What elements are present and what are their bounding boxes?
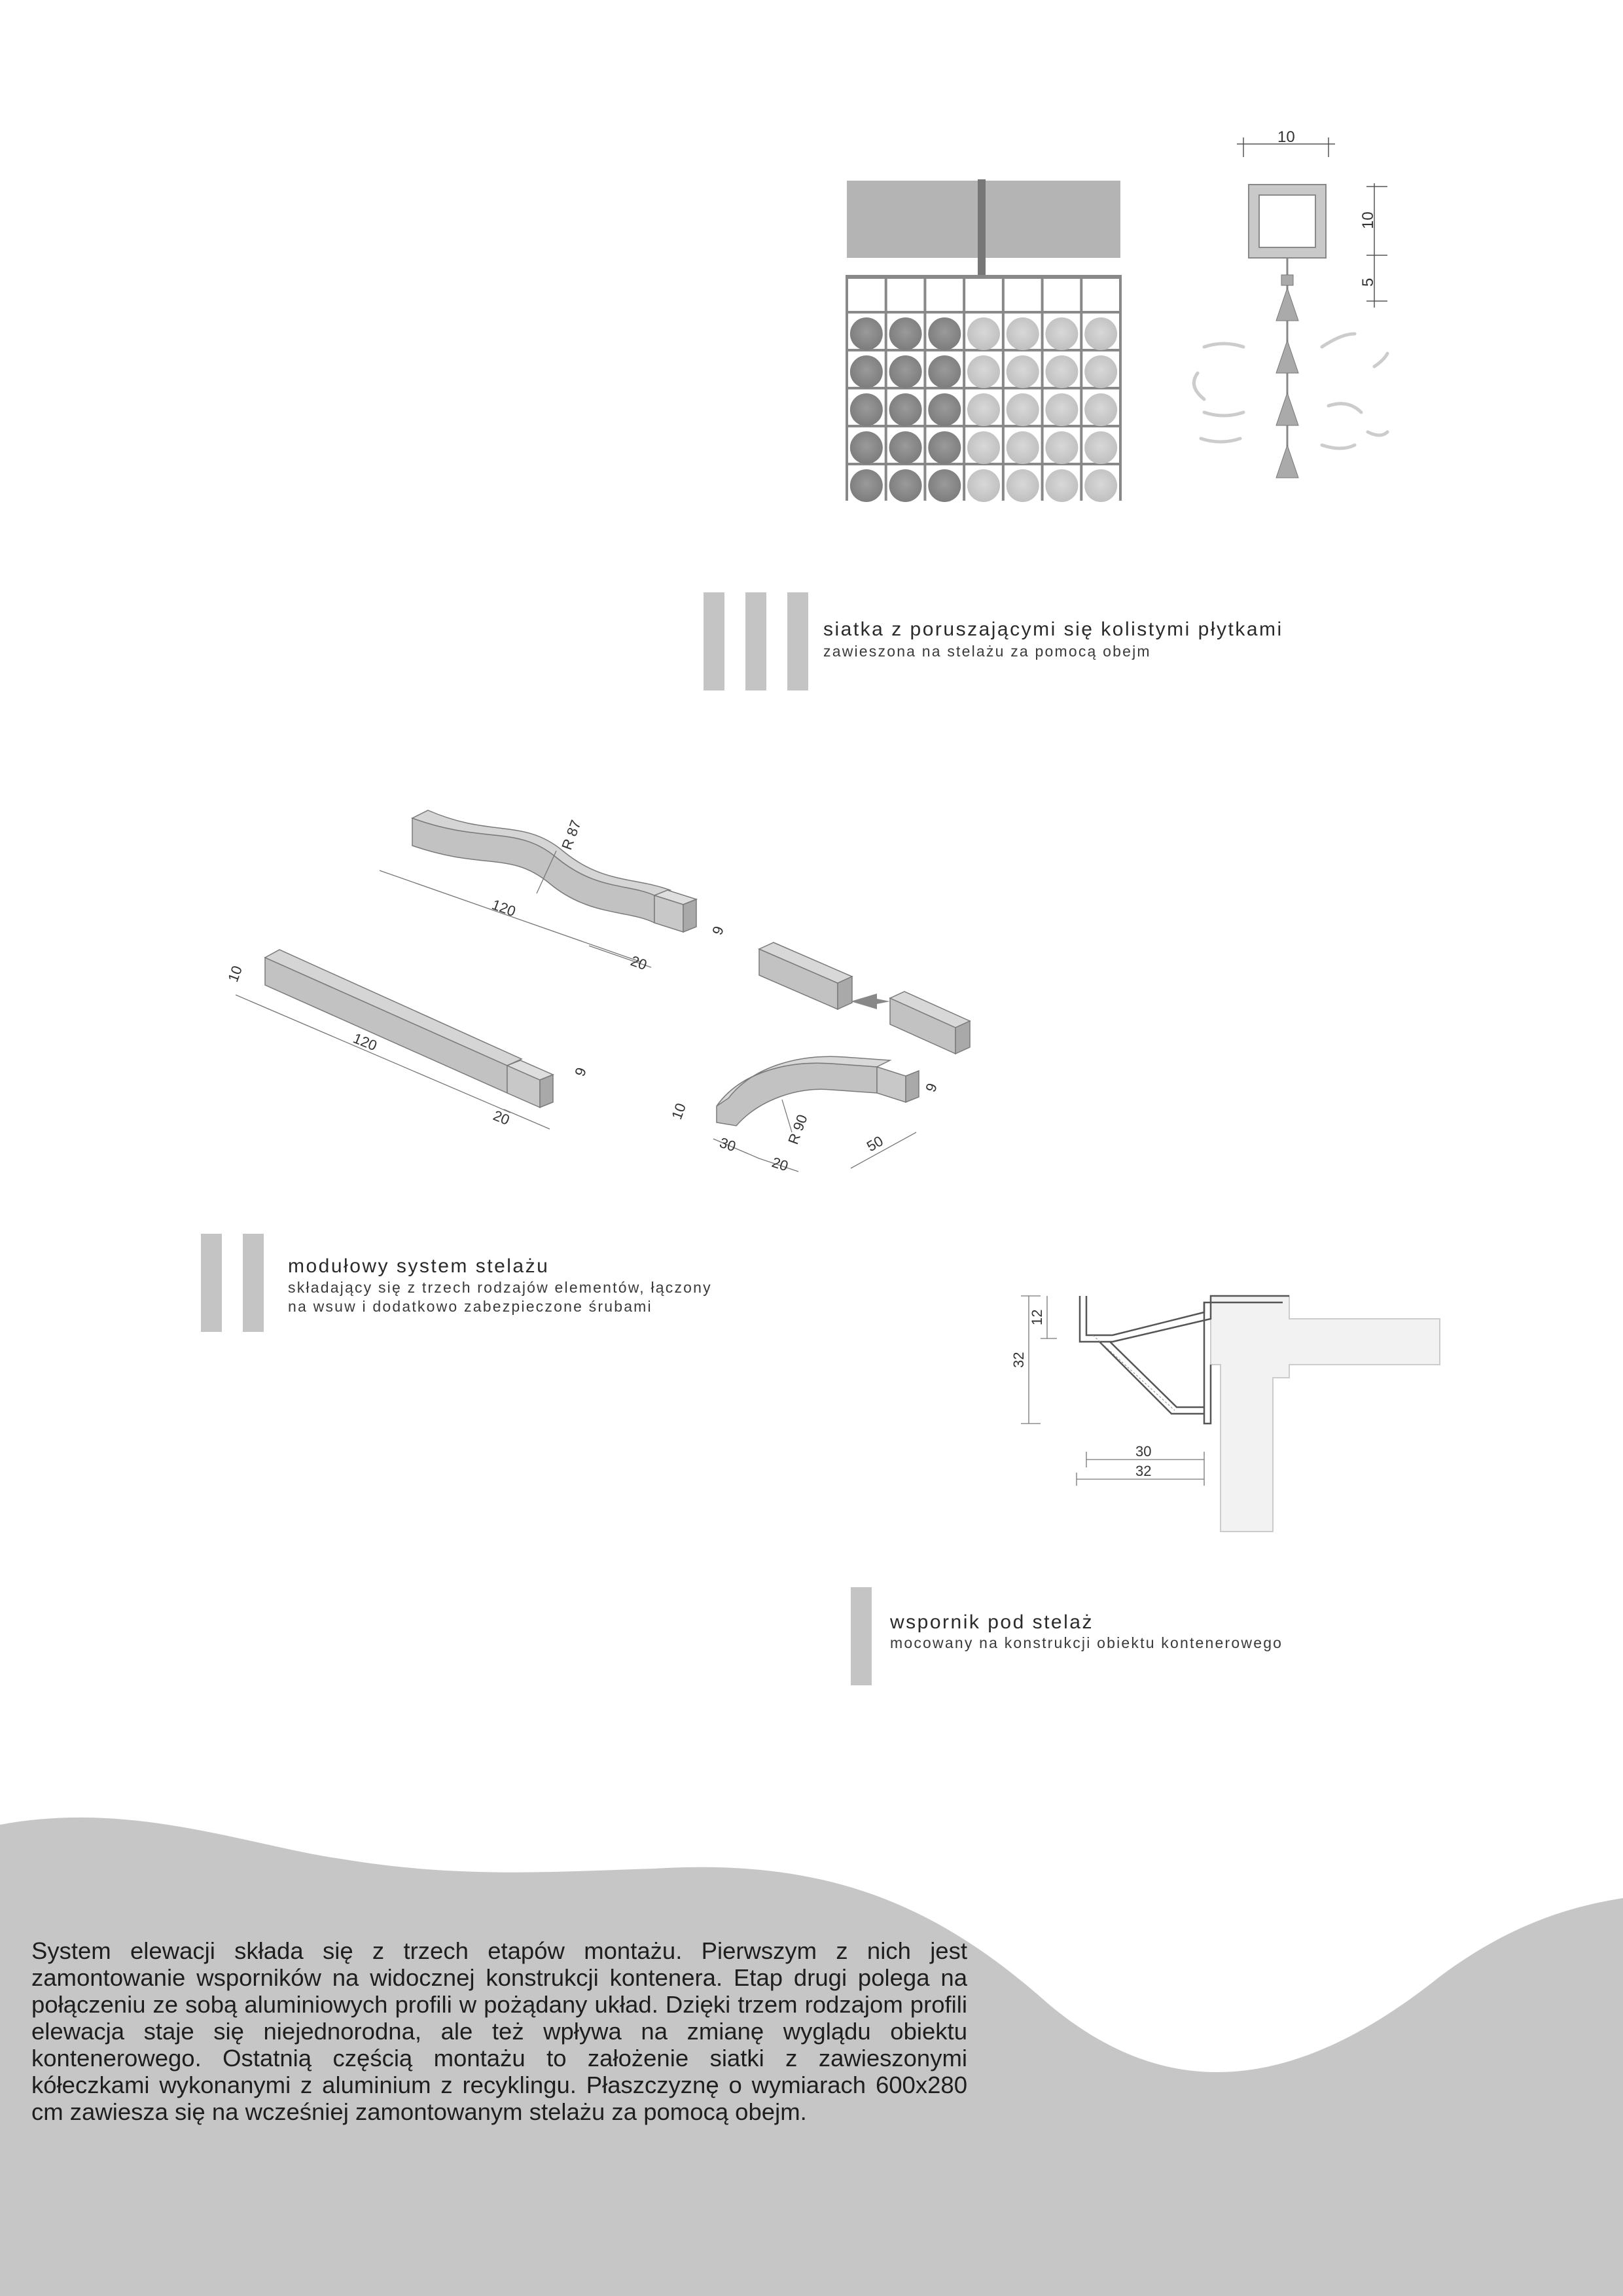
bracket-detail-drawing bbox=[1001, 1283, 1459, 1545]
mesh-disc bbox=[1084, 317, 1117, 350]
frame-dim-10c: 10 bbox=[668, 1101, 690, 1122]
frame-dim-10b: 10 bbox=[224, 963, 246, 984]
frame-dim-9a: 9 bbox=[709, 924, 727, 937]
mesh-dim-width: 10 bbox=[1277, 128, 1295, 146]
mesh-disc bbox=[850, 431, 883, 464]
mesh-disc bbox=[967, 355, 1000, 388]
mesh-disc bbox=[1007, 393, 1039, 426]
bracket-dim-h12: 12 bbox=[1029, 1309, 1045, 1325]
mesh-elevation-drawing bbox=[844, 177, 1126, 511]
section-marker-bar bbox=[704, 592, 724, 691]
frame-caption-line1: składający się z trzech rodzajów elementów, łączony bbox=[288, 1279, 712, 1296]
frame-dim-20b: 20 bbox=[491, 1107, 512, 1128]
description-paragraph: System elewacji składa się z trzech etapów montażu. Pierwszym z nich jest zamontowanie wsporników na widocznej konstrukcji kontenera. Etap drugi polega na połączeniu ze sobą aluminiowych profili w pożądany układ. Dzięki trzem rodzajom profili elewacja staje się niejednorodna, ale też wpływa na zmianę wyglądu obiektu kontenerowego. Ostatnią częścią montażu to założenie siatki z zawieszonymi kółeczkami wykonanymi z aluminium z recyklingu. Płaszczyznę o wymiarach 600x280 cm zawiesza się na wcześniej zamontowanym stelażu za pomocą obejm. bbox=[31, 1937, 967, 2125]
bracket-dim-h32: 32 bbox=[1010, 1352, 1027, 1368]
frame-dim-r87: R 87 bbox=[558, 817, 584, 852]
frame-dim-120b: 120 bbox=[351, 1030, 380, 1054]
mesh-disc bbox=[1084, 355, 1117, 388]
mesh-disc bbox=[850, 469, 883, 502]
mesh-disc bbox=[1045, 469, 1078, 502]
mesh-disc bbox=[889, 355, 922, 388]
mesh-disc bbox=[1084, 431, 1117, 464]
mesh-side-section-drawing bbox=[1191, 124, 1400, 491]
bracket-dim-w32: 32 bbox=[1135, 1463, 1152, 1479]
mesh-disc bbox=[1084, 393, 1117, 426]
modular-frame-drawing bbox=[223, 798, 995, 1191]
mesh-disc bbox=[1007, 469, 1039, 502]
mesh-disc bbox=[889, 393, 922, 426]
mesh-disc bbox=[967, 431, 1000, 464]
frame-dim-20c: 20 bbox=[770, 1153, 791, 1175]
frame-caption-line2: na wsuw i dodatkowo zabezpieczone śrubami bbox=[288, 1298, 652, 1315]
section-marker-bar bbox=[745, 592, 766, 691]
mesh-disc bbox=[889, 431, 922, 464]
frame-dim-50: 50 bbox=[864, 1132, 886, 1155]
frame-dim-r90: R 90 bbox=[785, 1112, 811, 1147]
bracket-caption-subtitle: mocowany na konstrukcji obiektu kontenerowego bbox=[890, 1634, 1283, 1651]
frame-dim-20a: 20 bbox=[628, 952, 649, 974]
mesh-disc bbox=[1007, 317, 1039, 350]
frame-dim-9b: 9 bbox=[571, 1065, 590, 1079]
mesh-dim-gap: 5 bbox=[1359, 278, 1377, 287]
mesh-disc bbox=[928, 469, 961, 502]
mesh-dim-height: 10 bbox=[1359, 211, 1377, 229]
section-marker-bar bbox=[787, 592, 808, 691]
mesh-caption-title: siatka z poruszającymi się kolistymi płytkami bbox=[823, 619, 1283, 640]
frame-caption-title: modułowy system stelażu bbox=[288, 1255, 550, 1277]
bracket-caption-title: wspornik pod stelaż bbox=[890, 1611, 1094, 1633]
mesh-disc bbox=[1045, 393, 1078, 426]
mesh-disc bbox=[889, 469, 922, 502]
mesh-disc bbox=[928, 431, 961, 464]
mesh-disc bbox=[928, 355, 961, 388]
mesh-disc bbox=[928, 393, 961, 426]
mesh-caption-subtitle: zawieszona na stelażu za pomocą obejm bbox=[823, 643, 1151, 660]
frame-dim-30: 30 bbox=[717, 1134, 738, 1155]
mesh-disc bbox=[967, 393, 1000, 426]
mesh-disc bbox=[967, 469, 1000, 502]
mesh-disc bbox=[1045, 355, 1078, 388]
mesh-disc bbox=[1007, 431, 1039, 464]
mesh-disc bbox=[967, 317, 1000, 350]
section-marker-bar bbox=[243, 1234, 264, 1332]
mesh-disc bbox=[1007, 355, 1039, 388]
mesh-disc bbox=[1084, 469, 1117, 502]
mesh-disc bbox=[850, 393, 883, 426]
mesh-disc bbox=[850, 317, 883, 350]
mesh-disc bbox=[889, 317, 922, 350]
mesh-disc bbox=[850, 355, 883, 388]
mesh-disc bbox=[1045, 317, 1078, 350]
mesh-disc bbox=[1045, 431, 1078, 464]
bracket-dim-w30: 30 bbox=[1135, 1443, 1152, 1460]
section-marker-bar bbox=[851, 1587, 872, 1685]
section-marker-bar bbox=[201, 1234, 222, 1332]
frame-dim-9c: 9 bbox=[922, 1081, 940, 1094]
frame-dim-120a: 120 bbox=[490, 896, 518, 920]
mesh-disc bbox=[928, 317, 961, 350]
